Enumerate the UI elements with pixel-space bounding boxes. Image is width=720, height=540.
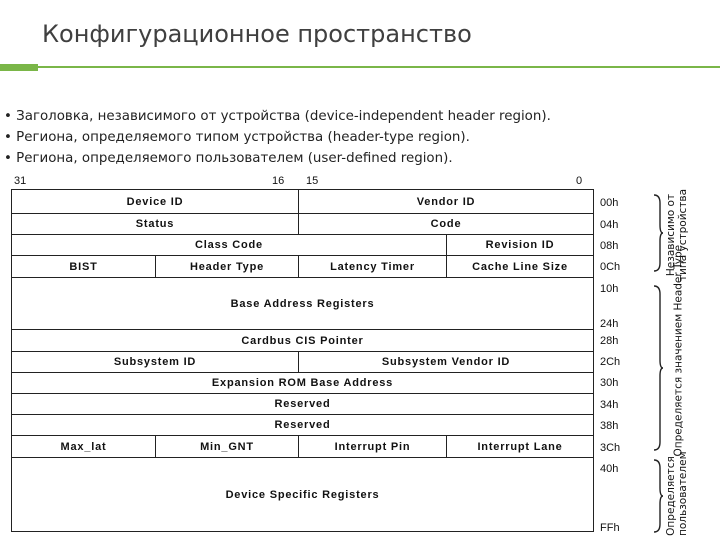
offset-label: 10h [600,283,619,295]
bullet-item: • Региона, определяемого типом устройства (header-type region). [4,130,470,145]
register-subsystem-vendor-id: Subsystem Vendor ID [299,352,594,373]
region-label-independent: Независимо от типа устройства [665,188,689,282]
offset-label: 38h [600,420,619,432]
title-accent-bar [0,64,38,71]
offset-label: FFh [600,522,620,534]
register-max-lat: Max_lat [12,436,156,458]
offset-label: 00h [600,197,619,209]
region-label-user: Определяется пользователем [665,451,689,536]
bit-label-31: 31 [14,175,27,187]
register-device-specific: Device Specific Registers [12,458,594,532]
register-revision-id: Revision ID [447,235,594,256]
register-expansion-rom: Expansion ROM Base Address [12,373,594,394]
offset-label: 04h [600,219,619,231]
offset-label: 40h [600,463,619,475]
register-min-gnt: Min_GNT [156,436,299,458]
offset-label: 28h [600,335,619,347]
config-space-table [11,189,594,532]
offset-label: 34h [600,399,619,411]
offset-label: 3Ch [600,442,621,454]
register-cache-line-size: Cache Line Size [447,256,594,278]
offset-label: 0Ch [600,261,621,273]
register-class-code: Class Code [12,235,447,256]
register-interrupt-pin: Interrupt Pin [299,436,447,458]
region-label-header-type: Определяется значением Header Type [672,244,685,457]
register-reserved: Reserved [12,394,594,415]
register-status: Status [12,214,299,235]
register-base-address-registers: Base Address Registers [12,278,594,330]
bullet-item: • Заголовка, независимого от устройства (device-independent header region). [4,109,551,124]
register-code: Code [299,214,594,235]
register-bist: BIST [12,256,156,278]
register-cardbus-cis-pointer: Cardbus CIS Pointer [12,330,594,352]
register-vendor-id: Vendor ID [299,190,594,214]
register-reserved: Reserved [12,415,594,436]
register-device-id: Device ID [12,190,299,214]
offset-label: 24h [600,318,619,330]
offset-label: 2Ch [600,356,621,368]
bit-label-0: 0 [576,175,583,187]
register-subsystem-id: Subsystem ID [12,352,299,373]
offset-label: 08h [600,240,619,252]
offset-label: 30h [600,377,619,389]
register-header-type: Header Type [156,256,299,278]
brace-independent-region [652,193,664,273]
bit-label-15: 15 [306,175,319,187]
page-title: Конфигурационное пространство [42,20,472,48]
bullet-list [4,106,551,169]
brace-user-region [652,458,664,534]
bit-label-16: 16 [272,175,285,187]
register-latency-timer: Latency Timer [299,256,447,278]
register-interrupt-lane: Interrupt Lane [447,436,594,458]
title-divider [38,66,720,68]
bullet-item: • Региона, определяемого пользователем (user-defined region). [4,151,453,166]
brace-header-type-region [652,284,664,452]
